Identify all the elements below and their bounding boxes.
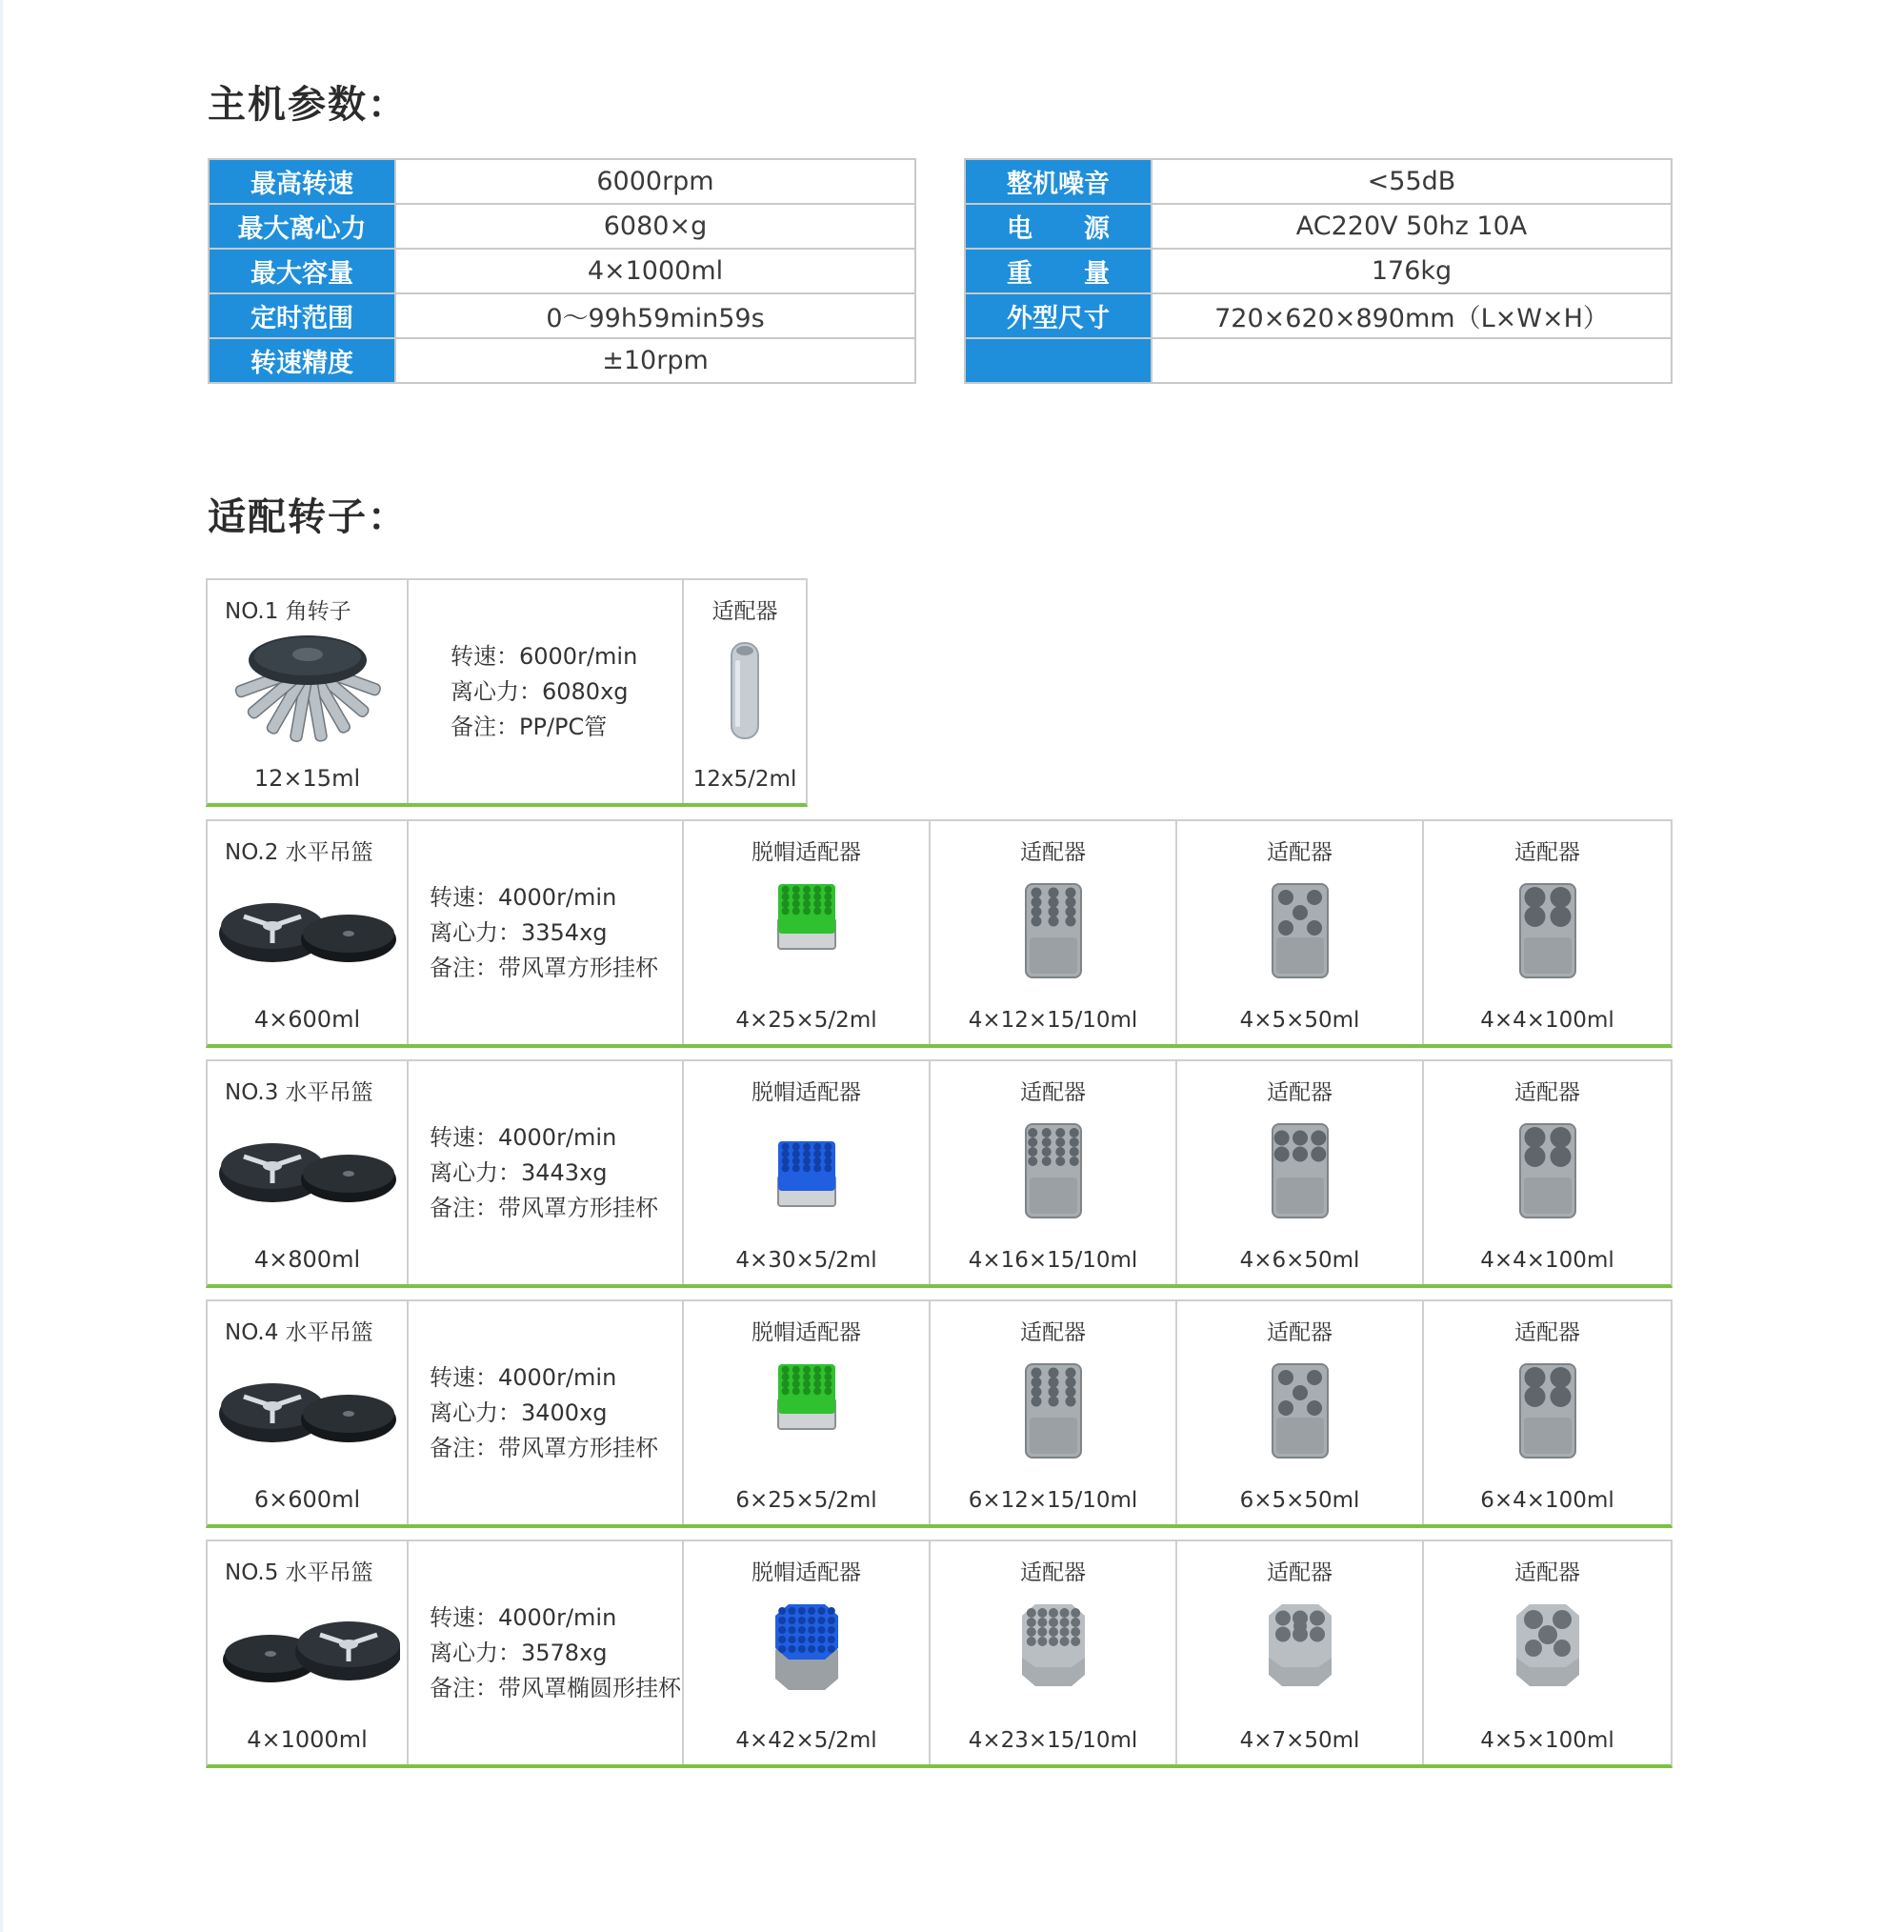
host-params-table-left — [208, 158, 916, 384]
host-params-title: 主机参数： — [208, 83, 408, 127]
rotor-cell — [208, 1301, 409, 1524]
param-label: 最大容量 — [209, 249, 395, 293]
param-label: 定时范围 — [209, 293, 395, 338]
rotor-name: NO.4 水平吊篮 — [225, 1320, 373, 1345]
adapter-spec: 4×4×100ml — [1480, 1008, 1614, 1033]
rotor-cell — [208, 580, 409, 803]
rotor-note: 备注：带风罩方形挂杯 — [430, 1434, 658, 1461]
rotor-info-cell — [409, 1301, 684, 1524]
tube-icon — [726, 639, 764, 748]
rotor-note: 备注：带风罩方形挂杯 — [430, 1194, 658, 1221]
param-label: 电 源 — [965, 204, 1152, 249]
adapter-title: 适配器 — [1020, 840, 1086, 865]
param-value — [1152, 338, 1672, 383]
adapter-title: 适配器 — [711, 599, 778, 624]
adapter-title: 适配器 — [1020, 1320, 1086, 1345]
adapter-title: 适配器 — [1267, 1560, 1333, 1585]
adapter-title: 脱帽适配器 — [752, 1080, 861, 1105]
rotor-name: NO.2 水平吊篮 — [225, 840, 373, 865]
adapter-cell — [1177, 1301, 1424, 1524]
blue-block-icon — [773, 1120, 840, 1229]
rotor-info-cell — [409, 1541, 684, 1764]
adapter-cell — [1177, 821, 1424, 1044]
adapter-title: 适配器 — [1267, 1320, 1333, 1345]
rotor-speed: 转速：6000r/min — [451, 642, 638, 670]
rotor-info-cell — [409, 580, 684, 803]
param-value: AC220V 50hz 10A — [1152, 204, 1672, 249]
adapter-spec: 4×23×15/10ml — [968, 1728, 1138, 1753]
adapter-cell — [684, 580, 806, 803]
param-label: 转速精度 — [209, 338, 395, 383]
page-edge — [0, 0, 3, 1932]
rotor-force: 离心力：3354xg — [430, 918, 608, 946]
grey-block-4-icon — [1514, 1120, 1581, 1229]
adapter-cell — [931, 1061, 1177, 1284]
adapter-title: 适配器 — [1267, 1080, 1333, 1105]
adapter-cell — [684, 1301, 931, 1524]
rotor-capacity: 6×600ml — [253, 1486, 361, 1513]
rotor-capacity: 4×800ml — [253, 1246, 361, 1273]
param-label: 最高转速 — [209, 159, 395, 204]
param-label — [965, 338, 1152, 383]
table-row — [965, 249, 1672, 293]
table-row — [209, 204, 915, 249]
adapter-title: 脱帽适配器 — [752, 1560, 861, 1585]
adapter-cell — [684, 1541, 931, 1764]
adapter-cell — [684, 1061, 931, 1284]
grey-block-4-icon — [1514, 880, 1581, 989]
param-value: 720×620×890mm（L×W×H） — [1152, 293, 1672, 338]
rotor-force: 离心力：3400xg — [430, 1399, 608, 1426]
adapter-title: 适配器 — [1020, 1080, 1086, 1105]
rotor-cell — [208, 821, 409, 1044]
param-value: 176kg — [1152, 249, 1672, 293]
adapter-title: 适配器 — [1267, 840, 1333, 865]
adapter-spec: 6×5×50ml — [1239, 1488, 1360, 1513]
grey-octagon-5-icon — [1513, 1600, 1583, 1700]
grey-block-12-icon — [1020, 1360, 1087, 1469]
grey-block-12-icon — [1020, 880, 1087, 989]
adapter-spec: 4×12×15/10ml — [968, 1008, 1138, 1033]
adapter-cell — [1177, 1061, 1424, 1284]
rotor-cell — [208, 1541, 409, 1764]
table-row — [209, 293, 915, 338]
rotor-info-cell — [409, 821, 684, 1044]
adapter-title: 适配器 — [1514, 840, 1580, 865]
rotor-speed: 转速：4000r/min — [430, 883, 617, 911]
blue-octagon-icon — [772, 1600, 842, 1700]
adapter-cell — [684, 821, 931, 1044]
adapter-spec: 4×16×15/10ml — [968, 1248, 1138, 1273]
adapter-spec: 4×5×100ml — [1480, 1728, 1614, 1753]
adapter-cell — [931, 821, 1177, 1044]
adapter-title: 脱帽适配器 — [752, 1320, 861, 1345]
rotors-title: 适配转子： — [208, 495, 408, 539]
adapter-spec: 4×7×50ml — [1239, 1728, 1360, 1753]
adapter-spec: 4×4×100ml — [1480, 1248, 1614, 1273]
adapter-spec: 12x5/2ml — [692, 767, 797, 792]
rotor-capacity: 12×15ml — [253, 765, 361, 792]
adapter-cell — [1424, 1061, 1671, 1284]
grey-octagon-23-icon — [1018, 1600, 1089, 1700]
rotor-note: 备注：带风罩椭圆形挂杯 — [430, 1674, 681, 1701]
adapter-spec: 6×12×15/10ml — [968, 1488, 1138, 1513]
rotor-row — [206, 1059, 1673, 1288]
rotor-speed: 转速：4000r/min — [430, 1603, 617, 1631]
rotor-cell — [208, 1061, 409, 1284]
rotor-note: 备注：带风罩方形挂杯 — [430, 954, 658, 981]
rotor-row — [206, 1299, 1673, 1528]
param-value: <55dB — [1152, 159, 1672, 204]
adapter-spec: 4×30×5/2ml — [735, 1248, 877, 1273]
table-row — [209, 159, 915, 204]
table-row — [965, 159, 1672, 204]
param-value: ±10rpm — [395, 338, 915, 383]
grey-block-5-icon — [1267, 1360, 1333, 1469]
param-label: 整机噪音 — [965, 159, 1152, 204]
adapter-spec: 4×6×50ml — [1239, 1248, 1360, 1273]
param-label: 重 量 — [965, 249, 1152, 293]
adapter-title: 适配器 — [1514, 1560, 1580, 1585]
rotor-row — [206, 819, 1673, 1048]
rotor-speed: 转速：4000r/min — [430, 1363, 617, 1391]
rotor-info-cell — [409, 1061, 684, 1284]
adapter-cell — [1424, 821, 1671, 1044]
adapter-title: 适配器 — [1020, 1560, 1086, 1585]
adapter-cell — [1424, 1541, 1671, 1764]
green-block-icon — [773, 880, 840, 989]
param-value: 6080×g — [395, 204, 915, 249]
param-value: 0～99h59min59s — [395, 293, 915, 338]
table-row — [965, 293, 1672, 338]
param-label: 最大离心力 — [209, 204, 395, 249]
grey-block-4-icon — [1514, 1360, 1581, 1469]
rotor-row — [206, 578, 808, 807]
rotor-capacity: 4×1000ml — [247, 1726, 368, 1753]
rotor-force: 离心力：3443xg — [430, 1158, 608, 1186]
rotor-note: 备注：PP/PC管 — [451, 713, 608, 740]
rotor-force: 离心力：6080xg — [451, 677, 629, 705]
grey-octagon-7-icon — [1265, 1600, 1335, 1700]
table-row — [209, 249, 915, 293]
adapter-cell — [1177, 1541, 1424, 1764]
grey-block-5-icon — [1267, 880, 1333, 989]
adapter-spec: 6×25×5/2ml — [735, 1488, 877, 1513]
adapter-spec: 4×5×50ml — [1239, 1008, 1360, 1033]
adapter-title: 适配器 — [1514, 1320, 1580, 1345]
adapter-spec: 4×25×5/2ml — [735, 1008, 877, 1033]
param-value: 6000rpm — [395, 159, 915, 204]
rotor-name: NO.3 水平吊篮 — [225, 1080, 373, 1105]
adapter-cell — [931, 1541, 1177, 1764]
table-row — [965, 338, 1672, 383]
adapter-cell — [1424, 1301, 1671, 1524]
adapter-title: 脱帽适配器 — [752, 840, 861, 865]
param-value: 4×1000ml — [395, 249, 915, 293]
adapter-cell — [931, 1301, 1177, 1524]
table-row — [965, 204, 1672, 249]
rotor-name: NO.1 角转子 — [225, 599, 351, 624]
rotor-row — [206, 1540, 1673, 1768]
param-label: 外型尺寸 — [965, 293, 1152, 338]
rotor-force: 离心力：3578xg — [430, 1639, 608, 1666]
grey-block-16-icon — [1020, 1120, 1087, 1229]
rotor-capacity: 4×600ml — [253, 1006, 361, 1033]
grey-block-6-icon — [1267, 1120, 1333, 1229]
adapter-spec: 6×4×100ml — [1480, 1488, 1614, 1513]
host-params-table-right — [964, 158, 1673, 384]
adapter-title: 适配器 — [1514, 1080, 1580, 1105]
table-row — [209, 338, 915, 383]
adapter-spec: 4×42×5/2ml — [735, 1728, 877, 1753]
green-block-icon — [773, 1360, 840, 1469]
rotor-name: NO.5 水平吊篮 — [225, 1560, 373, 1585]
rotor-speed: 转速：4000r/min — [430, 1123, 617, 1151]
